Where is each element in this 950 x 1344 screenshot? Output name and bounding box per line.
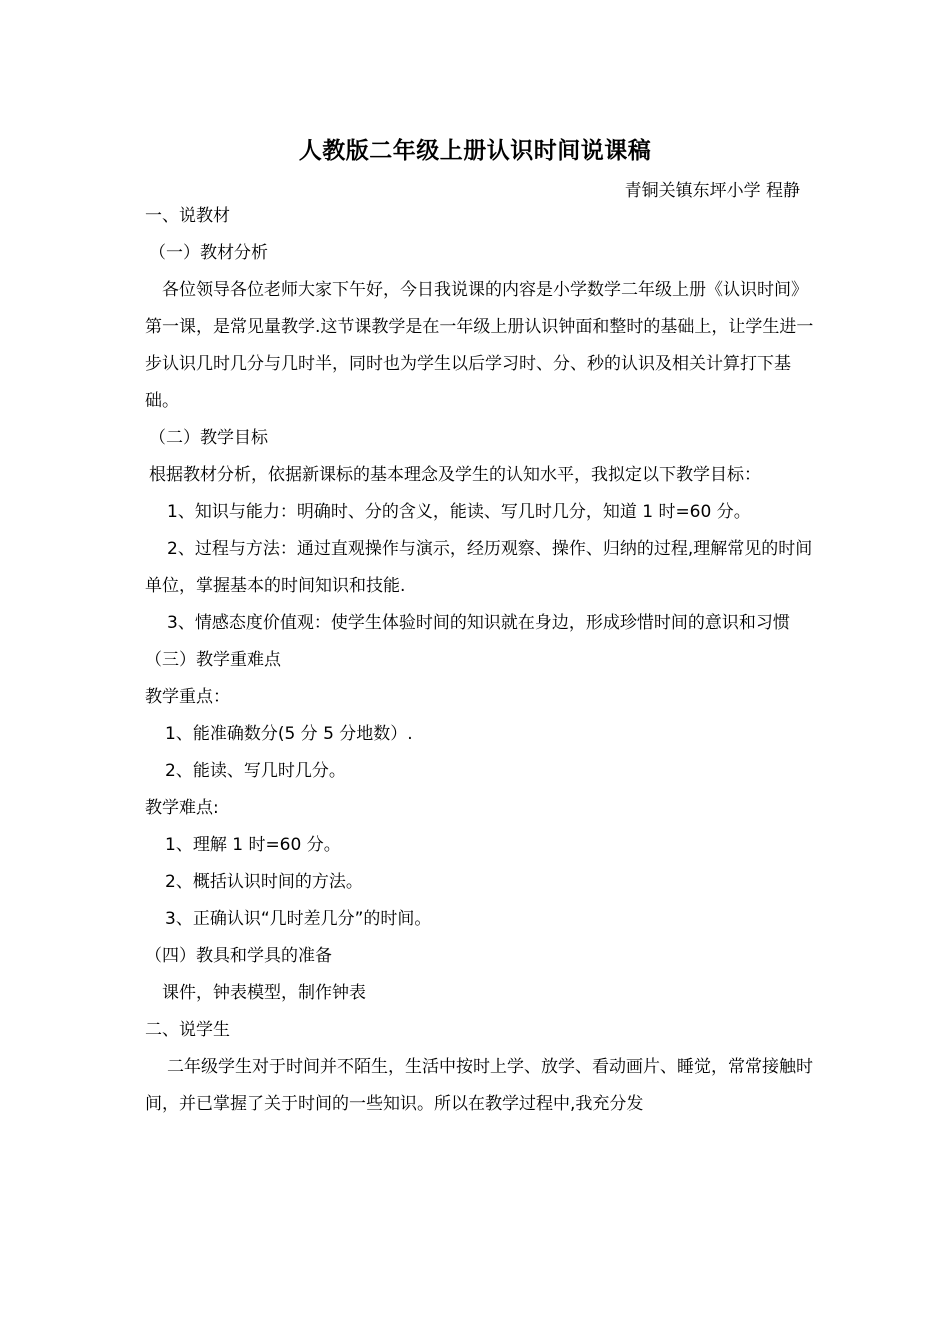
list-item: 1、知识与能力：明确时、分的含义，能读、写几时几分，知道 1 时=60 分。 [167,502,751,522]
subsection-heading: （三）教学重难点 [145,650,281,670]
list-item: 2、过程与方法：通过直观操作与演示，经历观察、操作、归纳的过程,理解常见的时间单位，掌握基本的时间知识和技能. [145,539,813,596]
document-title: 人教版二年级上册认识时间说课稿 [298,138,652,164]
list-item: 2、概括认识时间的方法。 [165,872,363,892]
subsection-heading: （二）教学目标 [149,428,268,448]
body-paragraph: 课件，钟表模型，制作钟表 [162,983,366,1003]
body-paragraph: 根据教材分析，依据新课标的基本理念及学生的认知水平，我拟定以下教学目标： [149,465,761,485]
list-item: 3、情感态度价值观：使学生体验时间的知识就在身边，形成珍惜时间的意识和习惯 [167,613,790,633]
list-item: 1、能准确数分(5 分 5 分地数）. [165,724,413,744]
list-item: 3、正确认识“几时差几分”的时间。 [165,909,432,929]
subsection-heading: （一）教材分析 [149,243,268,263]
section-heading: 二、说学生 [145,1020,230,1040]
body-label: 教学重点： [145,687,230,707]
author-line: 青铜关镇东坪小学 程静 [624,181,800,201]
subsection-heading: （四）教具和学具的准备 [145,946,332,966]
list-item: 2、能读、写几时几分。 [165,761,346,781]
list-item: 1、理解 1 时=60 分。 [165,835,341,855]
section-heading: 一、说教材 [145,206,230,226]
body-paragraph: 二年级学生对于时间并不陌生，生活中按时上学、放学、看动画片、睡觉，常常接触时间，并已掌握了关于时间的一些知识。所以在教学过程中,我充分发 [145,1057,813,1114]
document-body [145,198,821,1123]
body-paragraph: 各位领导各位老师大家下午好，今日我说课的内容是小学数学二年级上册《认识时间》第一课，是常见量教学.这节课教学是在一年级上册认识钟面和整时的基础上，让学生进一步认识几时几分与几时半，同时也为学生以后学习时、分、秒的认识及相关计算打下基础。 [145,280,814,411]
body-label: 教学难点: [145,798,219,818]
